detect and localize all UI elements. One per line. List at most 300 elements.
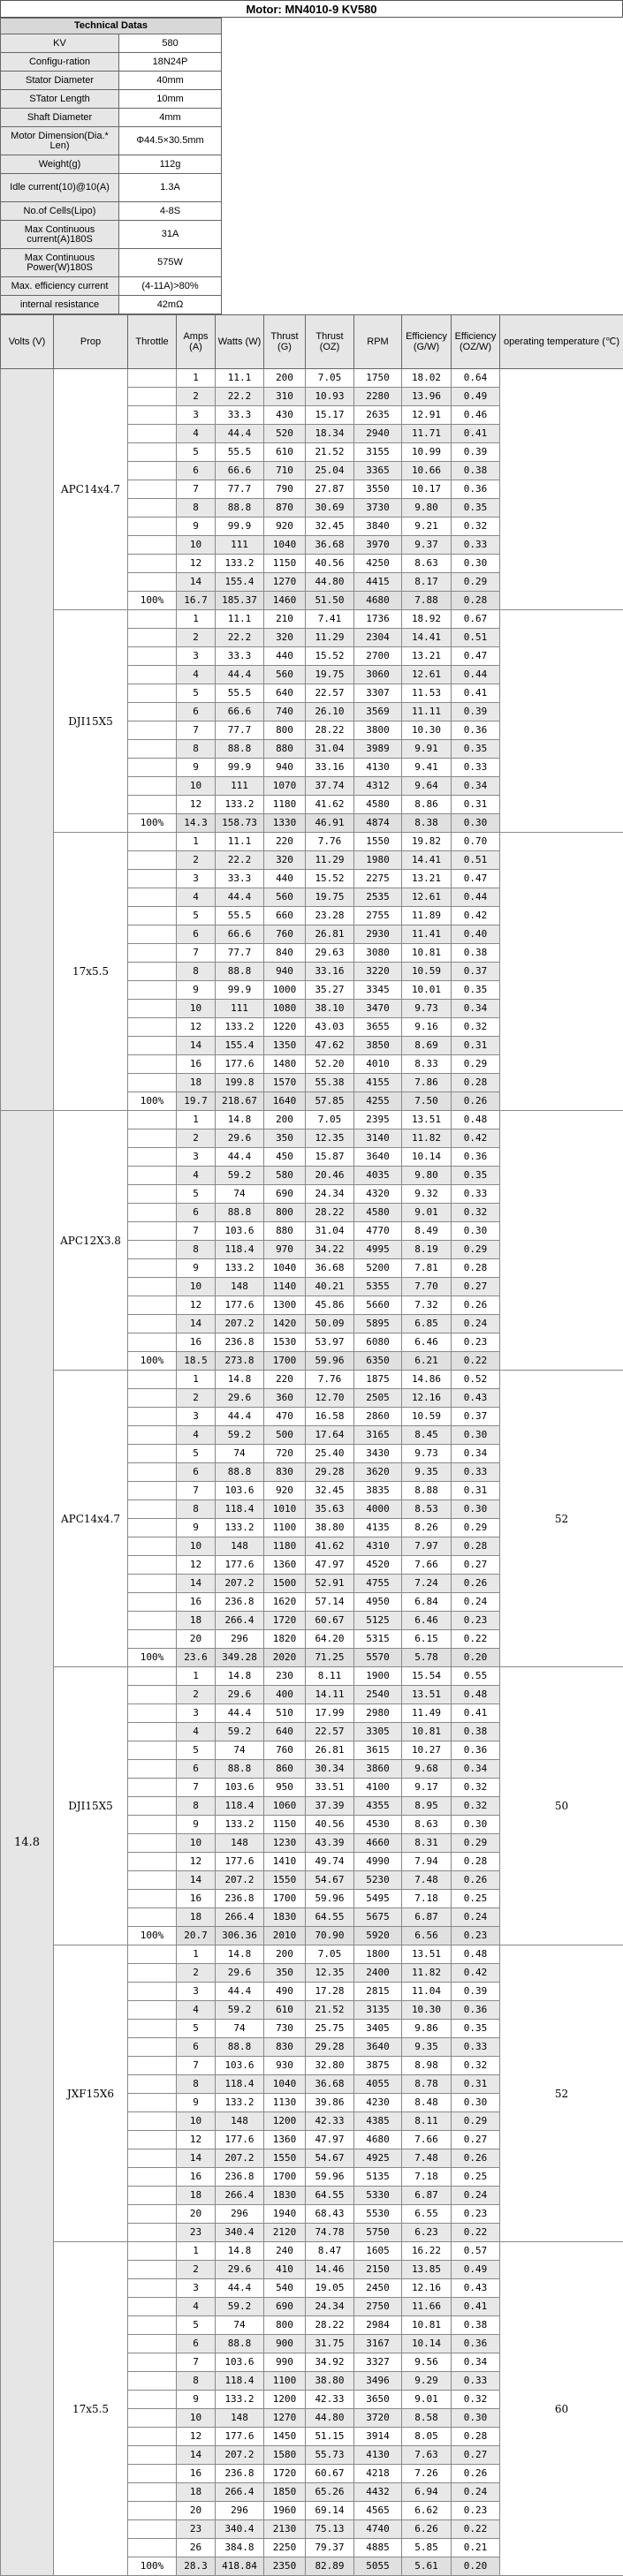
data-cell: 0.28 — [452, 2428, 500, 2446]
data-cell: 1605 — [354, 2242, 402, 2261]
data-cell: 36.68 — [306, 1259, 354, 1278]
data-cell: 10 — [177, 777, 216, 796]
throttle-cell — [128, 684, 177, 703]
data-cell: 6.87 — [402, 2187, 452, 2205]
column-header: Efficiency (G/W) — [402, 315, 452, 369]
data-cell: 3835 — [354, 1482, 402, 1500]
data-cell: 3640 — [354, 2038, 402, 2057]
data-cell: 1900 — [354, 1667, 402, 1686]
data-cell: 0.29 — [452, 2112, 500, 2131]
data-cell: 133.2 — [216, 1018, 264, 1037]
data-cell: 44.4 — [216, 1408, 264, 1426]
data-cell: 2 — [177, 851, 216, 870]
data-cell: 2010 — [264, 1927, 306, 1945]
data-cell: 158.73 — [216, 814, 264, 833]
data-cell: 19.05 — [306, 2279, 354, 2298]
data-cell: 8.26 — [402, 1519, 452, 1537]
data-cell: 177.6 — [216, 1853, 264, 1871]
data-cell: 44.80 — [306, 2409, 354, 2428]
data-cell: 30.34 — [306, 1760, 354, 1779]
prop-cell: DJI15X5 — [54, 610, 128, 833]
data-cell: 4155 — [354, 1074, 402, 1092]
data-cell: 14.3 — [177, 814, 216, 833]
data-cell: 5750 — [354, 2224, 402, 2242]
spec-row — [1, 202, 222, 221]
data-cell: 0.31 — [452, 1037, 500, 1055]
data-cell: 14 — [177, 1037, 216, 1055]
data-cell: 990 — [264, 2353, 306, 2372]
data-cell: 3470 — [354, 1000, 402, 1018]
data-cell: 9.37 — [402, 536, 452, 555]
throttle-cell — [128, 759, 177, 777]
data-cell: 4230 — [354, 2094, 402, 2112]
data-cell: 19.75 — [306, 888, 354, 907]
throttle-cell — [128, 2112, 177, 2131]
data-cell: 1830 — [264, 2187, 306, 2205]
data-cell: 0.39 — [452, 703, 500, 721]
data-cell: 0.34 — [452, 1000, 500, 1018]
data-cell: 2505 — [354, 1389, 402, 1408]
data-cell: 22.57 — [306, 1723, 354, 1741]
data-cell: 1000 — [264, 981, 306, 1000]
throttle-cell — [128, 1408, 177, 1426]
data-cell: 14.86 — [402, 1371, 452, 1389]
data-cell: 7.94 — [402, 1853, 452, 1871]
data-cell: 33.3 — [216, 406, 264, 425]
data-cell: 28.22 — [306, 1204, 354, 1222]
throttle-cell — [128, 944, 177, 963]
throttle-cell — [128, 1259, 177, 1278]
data-cell: 31.75 — [306, 2335, 354, 2353]
throttle-cell — [128, 1426, 177, 1445]
data-cell: 8.49 — [402, 1222, 452, 1241]
data-cell: 7.24 — [402, 1575, 452, 1593]
data-cell: 2120 — [264, 2224, 306, 2242]
data-cell: 118.4 — [216, 1797, 264, 1816]
data-cell: 3840 — [354, 517, 402, 536]
data-cell: 22.57 — [306, 684, 354, 703]
data-cell: 11.66 — [402, 2298, 452, 2316]
throttle-cell — [128, 2316, 177, 2335]
data-cell: 16 — [177, 1333, 216, 1352]
data-cell: 690 — [264, 2298, 306, 2316]
throttle-cell — [128, 1241, 177, 1259]
data-cell: 99.9 — [216, 981, 264, 1000]
data-cell: 53.97 — [306, 1333, 354, 1352]
data-cell: 0.31 — [452, 796, 500, 814]
data-cell: 4035 — [354, 1167, 402, 1185]
data-cell: 3060 — [354, 666, 402, 684]
data-cell: 0.38 — [452, 944, 500, 963]
data-cell: 3720 — [354, 2409, 402, 2428]
data-cell: 3135 — [354, 2001, 402, 2020]
data-cell: 133.2 — [216, 2094, 264, 2112]
data-cell: 349.28 — [216, 1649, 264, 1667]
data-cell: 37.39 — [306, 1797, 354, 1816]
data-cell: 65.26 — [306, 2483, 354, 2502]
data-cell: 0.20 — [452, 2557, 500, 2576]
data-cell: 0.28 — [452, 592, 500, 610]
temperature-cell — [500, 369, 623, 610]
spec-row — [1, 221, 222, 249]
data-cell: 64.55 — [306, 1908, 354, 1927]
data-cell: 185.37 — [216, 592, 264, 610]
data-cell: 133.2 — [216, 796, 264, 814]
data-cell: 3 — [177, 1408, 216, 1426]
data-cell: 14.8 — [216, 1667, 264, 1686]
data-cell: 33.16 — [306, 759, 354, 777]
data-cell: 0.26 — [452, 1296, 500, 1315]
data-cell: 3650 — [354, 2391, 402, 2409]
data-cell: 9.35 — [402, 2038, 452, 2057]
data-cell: 1410 — [264, 1853, 306, 1871]
data-cell: 10.99 — [402, 443, 452, 462]
data-cell: 55.5 — [216, 443, 264, 462]
data-cell: 0.30 — [452, 1816, 500, 1834]
data-cell: 47.62 — [306, 1037, 354, 1055]
data-cell: 5 — [177, 443, 216, 462]
throttle-cell — [128, 555, 177, 573]
data-cell: 1180 — [264, 1537, 306, 1556]
data-cell: 3 — [177, 1148, 216, 1167]
data-cell: 5 — [177, 2020, 216, 2038]
data-cell: 4218 — [354, 2465, 402, 2483]
throttle-cell — [128, 2020, 177, 2038]
spec-row — [1, 127, 222, 155]
data-cell: 20 — [177, 2502, 216, 2520]
spec-value: 580 — [119, 34, 222, 53]
data-cell: 830 — [264, 2038, 306, 2057]
spec-label: internal resistance — [1, 296, 119, 314]
data-cell: 1550 — [354, 833, 402, 851]
column-header: Throttle — [128, 315, 177, 369]
data-cell: 24.34 — [306, 2298, 354, 2316]
data-cell: 11.29 — [306, 851, 354, 870]
data-cell: 5 — [177, 684, 216, 703]
spec-value: 4mm — [119, 109, 222, 127]
data-cell: 103.6 — [216, 1482, 264, 1500]
data-cell: 930 — [264, 2057, 306, 2075]
data-cell: 430 — [264, 406, 306, 425]
data-cell: 6080 — [354, 1333, 402, 1352]
data-cell: 207.2 — [216, 2446, 264, 2465]
data-cell: 44.80 — [306, 573, 354, 592]
volts-cell — [1, 369, 54, 1111]
throttle-cell — [128, 1834, 177, 1853]
data-cell: 16 — [177, 2465, 216, 2483]
data-cell: 55.5 — [216, 684, 264, 703]
data-cell: 210 — [264, 610, 306, 629]
spec-label: No.of Cells(Lipo) — [1, 202, 119, 221]
data-cell: 7.05 — [306, 369, 354, 388]
data-cell: 23 — [177, 2520, 216, 2539]
data-cell: 520 — [264, 425, 306, 443]
throttle-cell: 100% — [128, 1352, 177, 1371]
data-cell: 12 — [177, 1556, 216, 1575]
data-cell: 4 — [177, 425, 216, 443]
data-cell: 7.76 — [306, 1371, 354, 1389]
data-cell: 60.67 — [306, 2465, 354, 2483]
data-cell: 148 — [216, 2409, 264, 2428]
data-cell: 4432 — [354, 2483, 402, 2502]
data-cell: 6.15 — [402, 1630, 452, 1649]
throttle-cell — [128, 721, 177, 740]
data-cell: 2 — [177, 1964, 216, 1983]
data-cell: 31.04 — [306, 1222, 354, 1241]
data-cell: 540 — [264, 2279, 306, 2298]
spec-row — [1, 34, 222, 53]
throttle-cell: 100% — [128, 592, 177, 610]
data-cell: 400 — [264, 1686, 306, 1704]
data-cell: 11.04 — [402, 1983, 452, 2001]
data-cell: 2980 — [354, 1704, 402, 1723]
data-cell: 0.48 — [452, 1686, 500, 1704]
data-cell: 4660 — [354, 1834, 402, 1853]
data-cell: 5230 — [354, 1871, 402, 1890]
spec-label: Max Continuous Power(W)180S — [1, 249, 119, 277]
data-cell: 25.40 — [306, 1445, 354, 1463]
data-cell: 940 — [264, 759, 306, 777]
data-cell: 3345 — [354, 981, 402, 1000]
data-cell: 610 — [264, 443, 306, 462]
data-cell: 4255 — [354, 1092, 402, 1111]
spec-label: Idle current(10)@10(A) — [1, 174, 119, 202]
data-cell: 230 — [264, 1667, 306, 1686]
data-cell: 6.46 — [402, 1612, 452, 1630]
data-cell: 8.45 — [402, 1426, 452, 1445]
data-cell: 7.26 — [402, 2465, 452, 2483]
data-cell: 3550 — [354, 480, 402, 499]
data-cell: 384.8 — [216, 2539, 264, 2557]
data-cell: 1130 — [264, 2094, 306, 2112]
data-cell: 177.6 — [216, 2131, 264, 2149]
data-cell: 28.22 — [306, 721, 354, 740]
throttle-cell — [128, 499, 177, 517]
data-cell: 199.8 — [216, 1074, 264, 1092]
data-cell: 21.52 — [306, 2001, 354, 2020]
data-cell: 0.36 — [452, 2335, 500, 2353]
prop-cell: APC14x4.7 — [54, 369, 128, 610]
throttle-cell — [128, 666, 177, 684]
data-cell: 5 — [177, 2316, 216, 2335]
data-cell: 14.8 — [216, 1945, 264, 1964]
data-cell: 14.41 — [402, 851, 452, 870]
data-cell: 10 — [177, 1278, 216, 1296]
data-cell: 1350 — [264, 1037, 306, 1055]
data-cell: 1040 — [264, 536, 306, 555]
data-cell: 74 — [216, 2020, 264, 2038]
data-cell: 0.28 — [452, 1853, 500, 1871]
data-cell: 1 — [177, 833, 216, 851]
data-cell: 9.73 — [402, 1445, 452, 1463]
data-cell: 0.49 — [452, 2261, 500, 2279]
data-cell: 133.2 — [216, 1816, 264, 1834]
data-cell: 10 — [177, 536, 216, 555]
data-cell: 3 — [177, 647, 216, 666]
data-cell: 4385 — [354, 2112, 402, 2131]
data-cell: 0.36 — [452, 1148, 500, 1167]
data-cell: 940 — [264, 963, 306, 981]
data-cell: 0.30 — [452, 1222, 500, 1241]
data-cell: 14.8 — [216, 1371, 264, 1389]
throttle-cell — [128, 2428, 177, 2446]
data-cell: 77.7 — [216, 944, 264, 963]
prop-cell: 17x5.5 — [54, 833, 128, 1111]
data-cell: 13.51 — [402, 1945, 452, 1964]
throttle-cell — [128, 1593, 177, 1612]
data-cell: 11.1 — [216, 833, 264, 851]
data-cell: 0.30 — [452, 814, 500, 833]
spec-label: STator Length — [1, 90, 119, 109]
data-cell: 20.7 — [177, 1927, 216, 1945]
data-cell: 3430 — [354, 1445, 402, 1463]
data-cell: 236.8 — [216, 1593, 264, 1612]
data-cell: 7.66 — [402, 2131, 452, 2149]
data-cell: 0.32 — [452, 1204, 500, 1222]
data-cell: 840 — [264, 944, 306, 963]
data-cell: 5330 — [354, 2187, 402, 2205]
data-cell: 9.17 — [402, 1779, 452, 1797]
data-cell: 0.42 — [452, 1129, 500, 1148]
data-cell: 118.4 — [216, 1500, 264, 1519]
data-cell: 7 — [177, 2057, 216, 2075]
data-cell: 240 — [264, 2242, 306, 2261]
data-cell: 14.41 — [402, 629, 452, 647]
data-cell: 20 — [177, 1630, 216, 1649]
throttle-cell — [128, 870, 177, 888]
data-cell: 32.45 — [306, 1482, 354, 1500]
data-cell: 5.78 — [402, 1649, 452, 1667]
data-cell: 10.81 — [402, 2316, 452, 2335]
data-cell: 16 — [177, 1593, 216, 1612]
data-cell: 59.96 — [306, 1352, 354, 1371]
throttle-cell — [128, 777, 177, 796]
data-cell: 50.09 — [306, 1315, 354, 1333]
data-cell: 0.33 — [452, 1185, 500, 1204]
data-cell: 14 — [177, 1871, 216, 1890]
data-cell: 111 — [216, 777, 264, 796]
data-cell: 8 — [177, 1797, 216, 1816]
data-cell: 8.48 — [402, 2094, 452, 2112]
data-cell: 450 — [264, 1148, 306, 1167]
data-cell: 99.9 — [216, 517, 264, 536]
data-cell: 3307 — [354, 684, 402, 703]
data-cell: 1640 — [264, 1092, 306, 1111]
data-cell: 0.24 — [452, 2483, 500, 2502]
data-cell: 0.37 — [452, 1408, 500, 1426]
performance-table — [0, 314, 623, 2576]
data-cell: 0.35 — [452, 981, 500, 1000]
data-cell: 2984 — [354, 2316, 402, 2335]
throttle-cell — [128, 2539, 177, 2557]
data-cell: 1700 — [264, 1352, 306, 1371]
throttle-cell — [128, 851, 177, 870]
data-cell: 148 — [216, 1278, 264, 1296]
data-cell: 2700 — [354, 647, 402, 666]
data-cell: 1 — [177, 2242, 216, 2261]
spec-value: 42mΩ — [119, 296, 222, 314]
data-cell: 0.26 — [452, 1575, 500, 1593]
data-cell: 0.29 — [452, 1519, 500, 1537]
data-cell: 133.2 — [216, 555, 264, 573]
throttle-cell — [128, 1445, 177, 1463]
data-cell: 0.24 — [452, 1315, 500, 1333]
data-cell: 440 — [264, 647, 306, 666]
data-cell: 296 — [216, 2502, 264, 2520]
data-cell: 4055 — [354, 2075, 402, 2094]
data-cell: 1 — [177, 1945, 216, 1964]
throttle-cell — [128, 1296, 177, 1315]
data-cell: 5 — [177, 1741, 216, 1760]
data-cell: 266.4 — [216, 2187, 264, 2205]
data-cell: 43.39 — [306, 1834, 354, 1853]
data-cell: 3220 — [354, 963, 402, 981]
data-cell: 2 — [177, 2261, 216, 2279]
data-cell: 4680 — [354, 2131, 402, 2149]
throttle-cell — [128, 2261, 177, 2279]
data-cell: 0.49 — [452, 388, 500, 406]
data-cell: 7.48 — [402, 1871, 452, 1890]
throttle-cell — [128, 462, 177, 480]
data-cell: 35.27 — [306, 981, 354, 1000]
throttle-cell — [128, 888, 177, 907]
data-cell: 6.21 — [402, 1352, 452, 1371]
data-cell: 55.38 — [306, 1074, 354, 1092]
data-cell: 52.91 — [306, 1575, 354, 1593]
data-cell: 800 — [264, 721, 306, 740]
data-cell: 11.71 — [402, 425, 452, 443]
data-cell: 2815 — [354, 1983, 402, 2001]
temperature-cell: 52 — [500, 1371, 623, 1667]
throttle-cell — [128, 610, 177, 629]
data-cell: 9 — [177, 1519, 216, 1537]
data-cell: 860 — [264, 1760, 306, 1779]
data-cell: 1220 — [264, 1018, 306, 1037]
data-cell: 4874 — [354, 814, 402, 833]
data-cell: 0.47 — [452, 870, 500, 888]
data-cell: 9.80 — [402, 1167, 452, 1185]
data-cell: 4740 — [354, 2520, 402, 2539]
data-cell: 6 — [177, 2038, 216, 2057]
spec-row — [1, 174, 222, 202]
data-cell: 0.35 — [452, 499, 500, 517]
table-row — [1, 1945, 623, 1964]
throttle-cell — [128, 1278, 177, 1296]
data-cell: 11.29 — [306, 629, 354, 647]
throttle-cell — [128, 1741, 177, 1760]
data-cell: 14 — [177, 573, 216, 592]
data-cell: 14.11 — [306, 1686, 354, 1704]
data-cell: 44.4 — [216, 2279, 264, 2298]
throttle-cell — [128, 1667, 177, 1686]
data-cell: 103.6 — [216, 2057, 264, 2075]
data-cell: 0.28 — [452, 1537, 500, 1556]
throttle-cell — [128, 963, 177, 981]
data-cell: 44.4 — [216, 425, 264, 443]
data-cell: 4250 — [354, 555, 402, 573]
data-cell: 30.69 — [306, 499, 354, 517]
throttle-cell — [128, 2391, 177, 2409]
data-cell: 59.2 — [216, 2001, 264, 2020]
data-cell: 23 — [177, 2224, 216, 2242]
data-cell: 1 — [177, 1371, 216, 1389]
data-cell: 11.11 — [402, 703, 452, 721]
throttle-cell — [128, 2298, 177, 2316]
data-cell: 5 — [177, 1445, 216, 1463]
data-cell: 22.2 — [216, 629, 264, 647]
data-cell: 6.62 — [402, 2502, 452, 2520]
data-cell: 55.5 — [216, 907, 264, 925]
